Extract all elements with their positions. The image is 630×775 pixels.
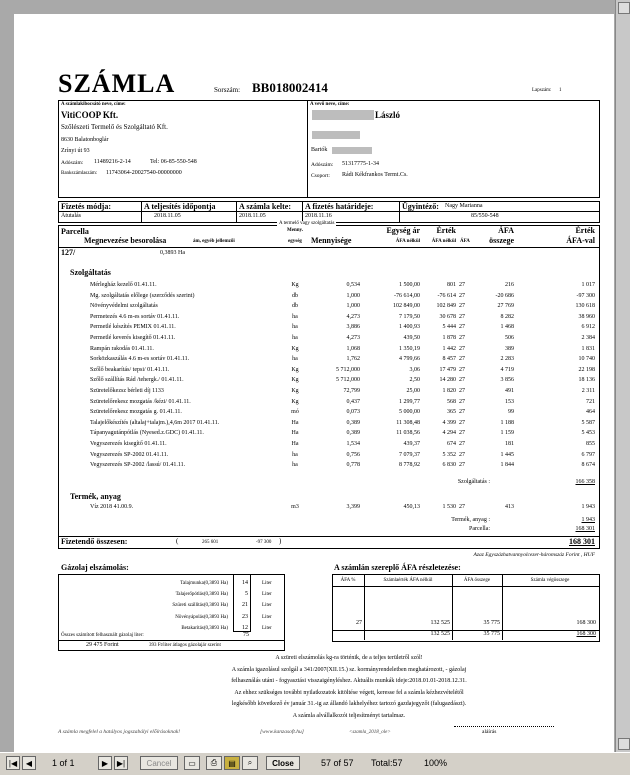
- buyer-tax: 51317775-1-34: [342, 161, 379, 167]
- col-parcel: Parcella: [61, 227, 89, 236]
- page-setup-button[interactable]: [184, 756, 200, 770]
- item-name: Mérlegház kezelő 01.41.11.: [90, 282, 157, 288]
- fuel-title: Gázolaj elszámolás:: [61, 563, 129, 572]
- item-qty: 1,534: [346, 441, 360, 447]
- item-name: Rampán rakodás 01.41.11.: [90, 345, 154, 352]
- item-net: 5 444: [442, 324, 456, 331]
- agent-name: Nagy Marianna: [445, 203, 483, 209]
- item-unit-price: 25,00: [406, 388, 420, 394]
- cancel-button[interactable]: Cancel: [140, 756, 178, 770]
- item-unit: Ha: [291, 441, 299, 447]
- item-gross: 1 017: [581, 282, 595, 288]
- vertical-scrollbar[interactable]: [615, 0, 630, 752]
- col-unit-2: egység: [288, 239, 302, 244]
- fuel-row-value: 14: [242, 580, 248, 586]
- item-net: 1 820: [442, 388, 456, 394]
- serial-number: BB018002414: [252, 80, 328, 95]
- item-net: 801: [447, 282, 456, 288]
- table-note: A termelő vagy szolgáltatás: [279, 221, 335, 226]
- item-gross: 464: [586, 409, 595, 416]
- item-unit: ha: [292, 451, 298, 458]
- item-vat: 1 844: [500, 462, 514, 469]
- seller-address-city: 8630 Balatonboglár: [61, 137, 109, 143]
- fuel-total-label: Összes számított felhasznált gázolaj liter:: [61, 633, 144, 638]
- item-qty: 3,399: [346, 504, 360, 510]
- col-vat-pct: ÁFA: [460, 239, 470, 244]
- item-net: 1 442: [442, 345, 456, 352]
- item-vat: 8 282: [500, 313, 514, 320]
- item-gross: 5 453: [581, 430, 595, 437]
- item-vat: 99: [508, 409, 514, 416]
- item-gross: 10 740: [578, 356, 595, 363]
- item-gross: 6 912: [581, 324, 595, 331]
- item-name: Permetezés 4.6 m-es sortáv 01.41.11.: [90, 313, 180, 320]
- item-net: 30 678: [439, 313, 456, 320]
- item-vat-pct: 27: [459, 313, 465, 320]
- item-qty: 1,000: [346, 292, 360, 299]
- item-unit-price: 3,06: [409, 366, 420, 373]
- item-vat-pct: 27: [459, 356, 465, 363]
- buyer-address: Bartók: [311, 147, 328, 153]
- scroll-down-icon[interactable]: [618, 738, 630, 750]
- fuel-row-label: Talajerőpótlás(0,3893 Ha): [175, 592, 228, 598]
- fuel-row-value: 21: [242, 602, 248, 609]
- item-name: Vegyszerezés SP-2002 /lassú/ 01.41.11.: [90, 462, 186, 469]
- fuel-row-label: Szüreti szállítás(0,3893 Ha): [172, 603, 228, 609]
- item-name: Permetlé keverés kisegítő 01.41.11.: [90, 335, 176, 341]
- fuel-avg-price: 393 Ft/liter átlagos gázolajár szerint: [149, 643, 221, 648]
- buyer-group-label: Csoport:: [311, 173, 330, 179]
- item-unit-price: 1 400,93: [399, 324, 420, 331]
- fuel-row-label: Növényápolás(0,3893 Ha): [175, 614, 228, 620]
- vat-col-gross: Számla végösszege: [530, 578, 570, 583]
- legal-note: A szüreti elszámolás kg-ra történik, de a teljes területről szól!: [275, 655, 423, 661]
- fuel-row-label: Talajmunka(0,3893 Ha): [180, 581, 228, 586]
- last-page-icon: ▶|: [116, 758, 126, 768]
- item-vat: 4 719: [500, 366, 514, 373]
- col-vat-2: összege: [489, 236, 514, 245]
- item-vat-pct: 27: [459, 282, 465, 288]
- grand-paren-open: (: [176, 537, 179, 545]
- item-unit: db: [292, 303, 298, 310]
- item-net: 5 352: [442, 451, 456, 458]
- item-vat: 389: [505, 345, 514, 352]
- item-unit: m3: [291, 504, 299, 510]
- seller-tax: 11489216-2-14: [94, 159, 131, 165]
- item-qty: 4,273: [346, 313, 360, 320]
- item-gross: 5 587: [581, 419, 595, 426]
- item-gross: 8 674: [581, 462, 595, 469]
- first-page-button[interactable]: [6, 756, 20, 770]
- col-gross-1: Érték: [575, 226, 595, 235]
- services-total: 166 358: [575, 479, 595, 485]
- item-vat-pct: 27: [459, 292, 465, 299]
- item-qty: 5 712,000: [336, 366, 360, 373]
- item-qty: 0,437: [346, 398, 360, 405]
- printer-icon: ⎙: [210, 758, 218, 767]
- vat-col-vat: ÁFA összege: [463, 578, 491, 583]
- item-name: Szüretelőkezsz bérleti díj 1133: [90, 388, 164, 394]
- last-page-button[interactable]: [114, 756, 128, 770]
- item-unit: Kg: [291, 366, 299, 373]
- item-unit-price: 1 350,19: [399, 345, 420, 352]
- fuel-row-value: 5: [245, 591, 248, 598]
- item-net: 102 849: [436, 303, 456, 310]
- col-name: Megnevezése besorolása: [84, 236, 167, 245]
- item-unit-price: 11 038,56: [396, 430, 420, 437]
- page-number: 1: [559, 88, 562, 93]
- item-net: 4 399: [442, 419, 456, 426]
- grand-total-words: Azaz Egyszázhatvannyolcezer-háromszáz Forint , HUF: [473, 552, 595, 558]
- item-qty: 0,389: [346, 430, 360, 437]
- issue-date: 2018.11.05: [239, 213, 266, 219]
- footer-signature: aláírás: [482, 729, 497, 735]
- item-net: 6 830: [442, 462, 456, 469]
- item-net: 365: [447, 409, 456, 416]
- item-vat-pct: 27: [459, 335, 465, 341]
- item-gross: 2 311: [581, 388, 595, 394]
- item-vat: 491: [505, 388, 514, 394]
- item-gross: 721: [586, 398, 595, 405]
- due-date: 2018.11.16: [305, 213, 332, 219]
- item-name: Növényvédelmi szolgáltatás: [90, 303, 158, 310]
- item-qty: 1,068: [346, 345, 360, 352]
- item-unit: ha: [292, 356, 298, 363]
- item-unit-price: 1 500,00: [399, 282, 420, 288]
- item-net: 674: [447, 441, 456, 447]
- seller-address-street: Zrínyi út 93: [61, 148, 90, 154]
- item-vat: -20 686: [495, 292, 514, 299]
- item-qty: 72,799: [343, 388, 360, 394]
- item-net: 4 294: [442, 430, 456, 437]
- item-vat: 153: [505, 398, 514, 405]
- item-gross: 1 943: [581, 504, 595, 510]
- page-setup-icon: ▭: [188, 758, 196, 768]
- item-name: Sorközkaszálás 4.6 m-es sortáv 01.41.11.: [90, 356, 190, 363]
- buyer-group: Rádi Kékfrankos Termt.Cs.: [342, 172, 408, 178]
- services-total-label: Szolgáltatás :: [457, 479, 490, 485]
- item-name: Tápanyagutánpótlás (Nyesed.z.GDC) 01.41.11.: [90, 430, 204, 437]
- item-net: 8 457: [442, 356, 456, 363]
- prev-page-button[interactable]: [22, 756, 36, 770]
- item-unit-price: 4 799,66: [399, 356, 420, 363]
- grand-total-label: Fizetendő összesen:: [61, 537, 128, 546]
- item-unit-price: 8 778,92: [399, 462, 420, 469]
- invoice-title: SZÁMLA: [58, 69, 176, 98]
- col-unit-1: Menny.: [287, 228, 303, 233]
- item-unit: ha: [292, 335, 298, 341]
- col-name-small: ám, egyéb jellemzői: [193, 239, 235, 244]
- export-button[interactable]: [224, 756, 240, 770]
- vat-total-gross: 168 300: [576, 631, 596, 637]
- item-vat-pct: 27: [459, 409, 465, 416]
- fuel-row-value: 12: [242, 624, 248, 631]
- item-qty: 0,756: [346, 451, 360, 458]
- item-unit: ha: [292, 462, 298, 469]
- item-unit-price: 5 000,00: [399, 409, 420, 416]
- seller-bank: 11743064-20027540-00000000: [106, 170, 182, 176]
- parcel-total: 168 301: [575, 526, 595, 532]
- export-icon: ▤: [228, 758, 236, 768]
- item-vat: 3 856: [500, 377, 514, 384]
- fuel-total: 75: [243, 632, 249, 638]
- item-qty: 0,073: [346, 409, 360, 416]
- item-unit: db: [292, 292, 298, 299]
- vat-col-net: Számlaérték ÁFA nélkül: [383, 578, 433, 583]
- item-qty: 0,534: [346, 282, 360, 288]
- item-name: Szüretelőrekesz mozgatás /kézi/ 01.41.11.: [90, 398, 191, 405]
- vat-box-title: A számlán szereplő ÁFA részletezése:: [334, 563, 461, 572]
- item-qty: 1,000: [346, 303, 360, 310]
- item-unit: ha: [292, 324, 298, 331]
- seller-bank-label: Bankszámlaszám:: [61, 171, 98, 176]
- item-unit: Kg: [291, 377, 299, 384]
- seller-name: VitiCOOP Kft.: [61, 110, 119, 120]
- parcel-area: 0,3893 Ha: [160, 250, 185, 256]
- vat-total-net: 132 525: [430, 631, 450, 637]
- item-vat-pct: 27: [459, 504, 465, 510]
- page-info: 1 of 1: [52, 758, 75, 768]
- fuel-row-unit: Liter: [262, 603, 272, 609]
- item-vat-pct: 27: [459, 419, 465, 426]
- item-unit-price: 11 308,48: [396, 419, 420, 426]
- item-unit-price: 1 299,77: [399, 398, 420, 405]
- item-vat-pct: 27: [459, 303, 465, 310]
- seller-tax-label: Adószám:: [61, 160, 84, 166]
- item-unit: Ha: [291, 430, 299, 437]
- grand-net: 265 601: [202, 540, 219, 545]
- item-vat-pct: 27: [459, 388, 465, 394]
- item-unit: ha: [292, 313, 298, 320]
- col-unit-price-2: ÁFA nélkül: [395, 239, 420, 244]
- item-unit: mó: [291, 409, 299, 416]
- item-vat: 413: [505, 504, 514, 510]
- item-vat: 1 188: [500, 419, 514, 426]
- item-gross: 6 797: [581, 451, 595, 458]
- item-unit-price: 439,37: [403, 441, 420, 447]
- item-net: -76 614: [437, 292, 456, 299]
- grand-total: 168 301: [569, 537, 595, 546]
- next-page-button[interactable]: [98, 756, 112, 770]
- item-vat-pct: 27: [459, 430, 465, 437]
- parcel-code: 127/: [61, 248, 76, 257]
- first-page-icon: |◀: [8, 758, 18, 768]
- grand-advance: -97 300: [256, 540, 272, 545]
- fuel-row-label: Betakarítás(0,3893 Ha): [181, 625, 228, 631]
- col-qty: Mennyisége: [311, 236, 352, 245]
- item-unit-price: 439,50: [403, 335, 420, 341]
- item-qty: 3,886: [346, 324, 360, 331]
- redacted-address: [312, 131, 360, 139]
- fuel-row-unit: Liter: [262, 581, 272, 586]
- item-vat: 216: [505, 282, 514, 288]
- vat-col-pct: ÁFA %: [340, 578, 356, 583]
- item-gross: 130 618: [575, 303, 595, 310]
- redacted-name: [312, 110, 374, 120]
- item-vat: 506: [505, 335, 514, 341]
- item-unit-price: 2,50: [409, 377, 420, 384]
- item-name: Permetlé készítés PEMIX 01.41.11.: [90, 324, 176, 331]
- print-button[interactable]: [206, 756, 222, 770]
- agent-label: Ügyintéző:: [402, 202, 439, 211]
- services-title: Szolgáltatás: [70, 268, 111, 277]
- legal-note: Az ehhez szükséges további nyilatkozatok kitöltése végett, keresse fel a számla kézhezvételétől: [234, 689, 464, 696]
- agent-tel: 85/550-548: [471, 213, 499, 219]
- item-gross: 2 384: [581, 335, 595, 341]
- prev-page-icon: ◀: [25, 758, 33, 768]
- due-date-label: A fizetés határideje:: [305, 202, 374, 211]
- fuel-row-unit: Liter: [262, 614, 272, 620]
- fuel-row-unit: Liter: [262, 592, 272, 598]
- item-name: Víz 2018 41.00.9.: [90, 504, 134, 510]
- col-unit-price-1: Egység ár: [386, 226, 420, 235]
- payment-method: Átutalás: [61, 213, 81, 219]
- item-unit: Ha: [291, 419, 299, 426]
- item-net: 17 479: [439, 366, 456, 373]
- item-vat: 1 468: [500, 324, 514, 331]
- item-gross: 38 960: [578, 313, 595, 320]
- col-value-2: ÁFA nélkül: [431, 239, 456, 244]
- item-gross: 1 831: [581, 345, 595, 352]
- vat-row-pct: 27: [356, 620, 362, 626]
- record-total: Total:57: [371, 758, 403, 768]
- item-unit: Kg: [291, 345, 299, 352]
- parcel-total-label: Parcella:: [469, 526, 490, 532]
- vat-row-vat: 35 775: [483, 620, 500, 626]
- item-net: 1 530: [442, 504, 456, 510]
- fuel-row-unit: Liter: [262, 625, 272, 631]
- seller-tel: Tel: 06-85-550-548: [150, 159, 197, 165]
- legal-note: A számla alvállalkozói teljesítményt tartalmaz.: [292, 713, 406, 719]
- zoom-level: 100%: [424, 758, 448, 768]
- item-vat: 1 159: [500, 430, 514, 437]
- find-button[interactable]: [242, 756, 258, 770]
- performance-date-label: A teljesítés időpontja: [144, 202, 216, 211]
- item-name: Vegyszerezés kisegítő 01.41.11.: [90, 441, 167, 447]
- legal-note: felhasználás utáni - fogyasztási visszaigényléshez. Aktuális munkák ideje:2018.01.01-2018.12.31.: [231, 678, 467, 685]
- issue-date-label: A számla kelte:: [239, 202, 291, 211]
- item-net: 568: [447, 398, 456, 405]
- products-title: Termék, anyag: [70, 492, 121, 501]
- serial-label: Sorszám:: [214, 86, 241, 94]
- grand-paren-close: ): [279, 537, 282, 545]
- item-unit-price: 102 849,00: [393, 303, 420, 310]
- buyer-heading: A vevő neve, címe:: [310, 102, 350, 107]
- item-qty: 5 712,000: [336, 377, 360, 384]
- products-total: 1 943: [581, 517, 595, 523]
- item-gross: 18 136: [578, 377, 595, 384]
- item-vat-pct: 27: [459, 451, 465, 458]
- item-qty: 1,762: [346, 356, 360, 363]
- page-label: Lapszám:: [532, 88, 552, 93]
- seller-heading: A számlakibocsátó neve, címe:: [61, 102, 126, 107]
- item-unit-price: 450,13: [403, 504, 420, 510]
- record-count: 57 of 57: [321, 758, 354, 768]
- item-vat-pct: 27: [459, 345, 465, 352]
- scroll-up-icon[interactable]: [618, 2, 630, 14]
- seller-subtitle: Szőlészeti Termelő és Szolgáltató Kft.: [61, 123, 168, 131]
- item-unit-price: -76 614,00: [394, 292, 420, 299]
- item-name: Mg. szolgáltatás előlege (szerződés szerint): [90, 292, 195, 299]
- item-name: Vegyszerezés SP-2002 01.41.11.: [90, 451, 169, 458]
- footer-file: <szamla_2018_ole>: [349, 730, 391, 735]
- item-vat-pct: 27: [459, 377, 465, 384]
- item-vat: 1 445: [500, 451, 514, 458]
- item-name: Talajelőkészítés (altalaj+talajm.),4,6m 2017 01.41.11.: [90, 419, 220, 426]
- redacted-street: [332, 147, 372, 154]
- buyer-tax-label: Adószám:: [311, 162, 334, 168]
- next-page-icon: ▶: [101, 758, 109, 768]
- item-vat: 181: [505, 441, 514, 447]
- close-button[interactable]: Close: [266, 756, 300, 770]
- performance-date: 2018.11.05: [154, 213, 181, 219]
- col-gross-2: ÁFA-val: [566, 236, 595, 245]
- invoice-page: [14, 14, 614, 752]
- item-gross: 855: [586, 441, 595, 447]
- products-total-label: Termék, anyag :: [451, 517, 490, 523]
- viewer-toolbar: [0, 752, 630, 775]
- buyer-name: László: [375, 110, 401, 120]
- item-vat-pct: 27: [459, 462, 465, 469]
- item-vat-pct: 27: [459, 398, 465, 405]
- find-icon: ⌕: [247, 758, 253, 767]
- item-vat: 2 283: [500, 356, 514, 363]
- item-qty: 0,389: [346, 419, 360, 426]
- item-net: 14 280: [439, 377, 456, 384]
- vat-total-vat: 35 775: [483, 631, 500, 637]
- item-unit: Kg: [291, 398, 299, 405]
- item-name: Szőlő szállítás Rád /tehergk./ 01.41.11.: [90, 377, 184, 384]
- item-gross: 22 198: [578, 366, 595, 373]
- col-value-1: Érték: [436, 226, 456, 235]
- fuel-forint: 29 475 Forint: [86, 642, 119, 648]
- item-unit-price: 7 079,37: [399, 451, 420, 458]
- vat-row-net: 132 525: [430, 620, 450, 626]
- item-net: 1 878: [442, 335, 456, 341]
- legal-note: A számla igazolásul szolgál a 341/2007(XII.15.) sz. kormányrendeletben meghatározott, - gázolaj: [231, 666, 467, 673]
- item-unit-price: 7 179,50: [399, 313, 420, 320]
- item-vat-pct: 27: [459, 441, 465, 447]
- legal-note: legkésőbb következő év január 31.-ig az állandó lakhelyéhez tartozó gazdajegyzőt (falugazdászt).: [231, 701, 467, 708]
- footer-compliance: A számla megfelel a hatályos jogszabályi előírásoknak!: [58, 729, 181, 735]
- fuel-row-value: 23: [242, 613, 248, 620]
- item-unit: Kg: [291, 282, 299, 288]
- item-qty: 0,778: [346, 462, 360, 469]
- col-vat-1: ÁFA: [498, 226, 514, 235]
- item-unit: Kg: [291, 388, 299, 394]
- footer-site: [www.kanzasoft.hu]: [260, 729, 304, 735]
- payment-method-label: Fizetés módja:: [61, 202, 111, 211]
- item-vat-pct: 27: [459, 366, 465, 373]
- vat-row-gross: 168 300: [576, 620, 596, 626]
- item-name: Szőlő beakarítás/ tepsi/ 01.41.11.: [90, 366, 170, 373]
- item-gross: -97 300: [576, 292, 595, 299]
- item-vat: 27 769: [497, 303, 514, 310]
- item-qty: 4,273: [346, 335, 360, 341]
- item-vat-pct: 27: [459, 324, 465, 331]
- item-name: Szüretelőrekesz mozgatás g. 01.41.11.: [90, 409, 182, 416]
